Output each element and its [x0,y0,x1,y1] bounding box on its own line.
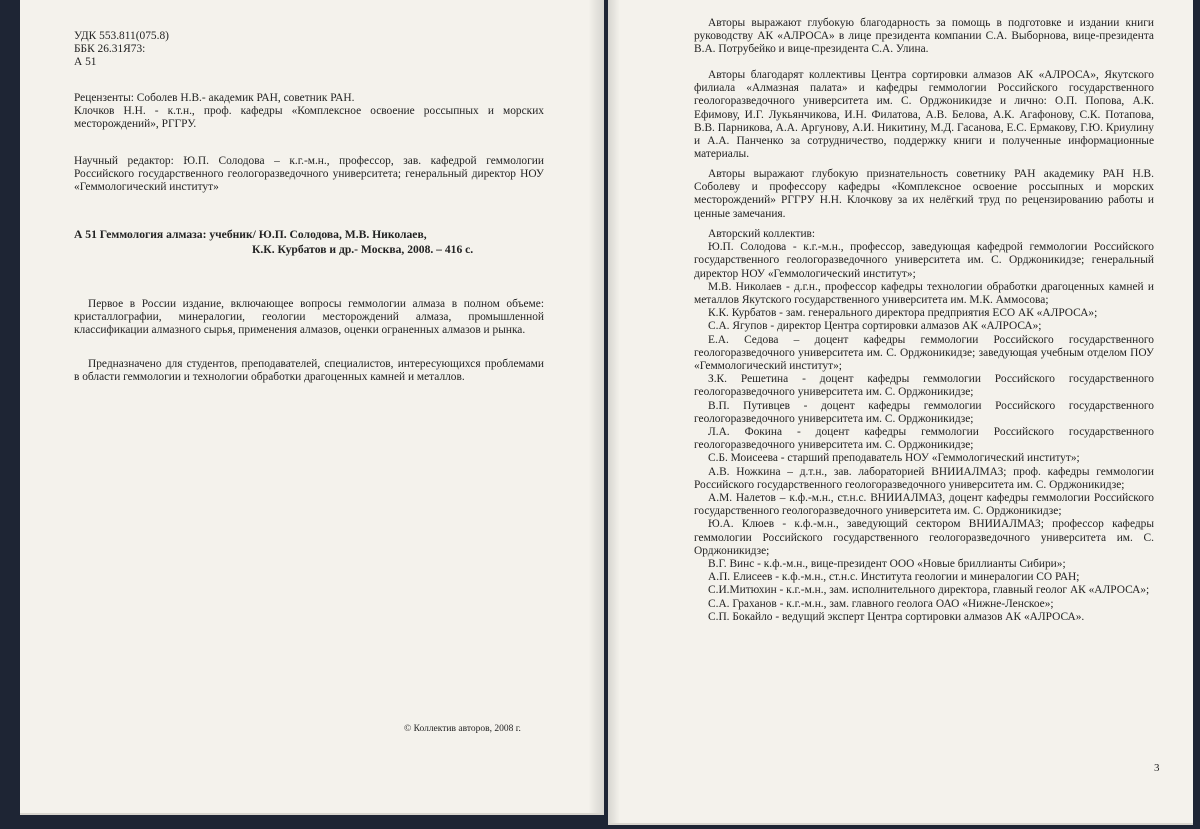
author-entry: С.А. Ягупов - директор Центра сортировки алмазов АК «АЛРОСА»; [708,320,1042,333]
authors-heading: Авторский коллектив: [708,228,816,240]
author-entry: А.М. Налетов – к.ф.-м.н., ст.н.с. ВНИИАЛМАЗ, доцент кафедры геммологии Российского государственного геологоразведочного университета им. С. Орджоникидзе; [694,492,1154,518]
left-page [20,0,604,815]
author-entry: Е.А. Седова – доцент кафедры геммологии Российского государственного геологоразведочного университета им. С. Орджоникидзе; заведующая учебным отделом ПОУ «Геммологический институт»; [694,333,1154,373]
author-entry: С.Б. Моисеева - старший преподаватель НОУ «Геммологический институт»; [708,452,1080,465]
bbk-code: ББК 26.31Я73: [74,43,146,55]
copyright-notice: © Коллектив авторов, 2008 г. [404,724,521,734]
acknowledgement-paragraph-3: Авторы выражают глубокую признательность советнику РАН академику РАН Н.В. Соболеву и профессору кафедры «Комплексное освоение россыпных и морских месторождений» РГГРУ Н.Н. Клочкову за их нелёгкий труд по рецензированию работы и ценные замечания. [694,168,1154,220]
author-entry: Ю.П. Солодова - к.г.-м.н., профессор, заведующая кафедрой геммологии Российского государственного геологоразведочного университета им. С. Орджоникидзе; генеральный директор НОУ «Геммологический институт»; [694,241,1154,280]
reviewer-2: Клочков Н.Н. - к.т.н., проф. кафедры «Комплексное освоение россыпных и морских месторождений», РГГРУ. [74,105,544,131]
authors-list [694,228,1154,624]
udk-code: УДК 553.811(075.8) [74,30,169,42]
page-number: 3 [1154,762,1160,774]
gutter-shadow [588,0,604,813]
citation-line-1: А 51 Геммология алмаза: учебник/ Ю.П. Солодова, М.В. Николаев, [74,228,427,241]
acknowledgement-paragraph-1: Авторы выражают глубокую благодарность за помощь в подготовке и издании книги руководству АК «АЛРОСА» в лице президента компании С.А. Выборнова, вице-президента В.А. Потрубейко и вице-президента С.А. Улина. [694,17,1154,56]
scientific-editor: Научный редактор: Ю.П. Солодова – к.г.-м.н., профессор, зав. кафедрой геммологии Российского государственного геологоразведочного университета; генеральный директор НОУ «Геммологический институт» [74,155,544,194]
author-entry: С.А. Граханов - к.г.-м.н., зам. главного геолога ОАО «Нижне-Ленское»; [708,597,1054,610]
author-entry: Ю.А. Клюев - к.ф.-м.н., заведующий сектором ВНИИАЛМАЗ; профессор кафедры геммологии Российского государственного геологоразведочного университета им. С. Орджоникидзе; [694,518,1154,557]
index-code: А 51 [74,56,97,68]
author-entry: С.И.Митюхин - к.г.-м.н., зам. исполнительного директора, главный геолог АК «АЛРОСА»; [708,584,1150,597]
author-entry: А.П. Елисеев - к.ф.-м.н., ст.н.с. Института геологии и минералогии СО РАН; [708,571,1080,584]
acknowledgement-paragraph-2: Авторы благодарят коллективы Центра сортировки алмазов АК «АЛРОСА», Якутского филиала «Алмазная палата» и кафедры геммологии Российского государственного геологоразведочного университета им. С. Орджоникидзе и лично: О.П. Попова, А.К. Ефимову, И.Г. Лукьянчикова, И.Н. Филатова, А.В. Белова, А.К. Агафонову, С.К. Потапова, В.В. Парникова, А.А. Аргунову, А.И. Никитину, М.Д. Гасанова, Е.С. Ермакову, Г.Ю. Криулину и А.А. Панченко за сотрудничество, поддержку книги и полученные информационные материалы. [694,69,1154,161]
author-entry: К.К. Курбатов - зам. генерального директора предприятия ЕСО АК «АЛРОСА»; [708,307,1098,320]
author-entry: А.В. Ножкина – д.т.н., зав. лабораторией ВНИИАЛМАЗ; проф. кафедры геммологии Российского государственного геологоразведочного университета им. С. Орджоникидзе; [694,465,1154,491]
author-entry: З.К. Решетина - доцент кафедры геммологии Российского государственного геологоразведочного университета им. С. Орджоникидзе; [694,373,1154,399]
citation-line-2: К.К. Курбатов и др.- Москва, 2008. – 416 с. [252,242,474,256]
reviewer-1: Рецензенты: Соболев Н.В.- академик РАН, советник РАН. [74,92,355,104]
reviewers-block [74,92,544,132]
abstract-paragraph: Первое в России издание, включающее вопросы геммологии алмаза в полном объеме: кристаллографии, минералогии, геологии месторождений алмаза, промышленной классификации алмазного сырья, применения алмазов, оценки ограненных алмазов и рынка. [74,298,544,337]
author-entry: М.В. Николаев - д.г.н., профессор кафедры технологии обработки драгоценных камней и металлов Якутского государственного университета им. М.К. Аммосова; [694,280,1154,307]
bibliographic-citation [74,228,544,257]
purpose-paragraph: Предназначено для студентов, преподавателей, специалистов, интересующихся проблемами в области геммологии и технологии обработки драгоценных камней и металлов. [74,358,544,384]
right-page [608,0,1193,825]
author-entry: В.Г. Винс - к.ф.-м.н., вице-президент ООО «Новые бриллианты Сибири»; [708,558,1066,571]
author-entry: В.П. Путивцев - доцент кафедры геммологии Российского государственного геологоразведочного университета им. С. Орджоникидзе; [694,399,1154,425]
classification-block [74,30,169,69]
author-entry: С.П. Бокайло - ведущий эксперт Центра сортировки алмазов АК «АЛРОСА». [708,610,1085,623]
author-entry: Л.А. Фокина - доцент кафедры геммологии Российского государственного геологоразведочного университета им. С. Орджоникидзе; [694,426,1154,452]
gutter-shadow [608,0,620,823]
